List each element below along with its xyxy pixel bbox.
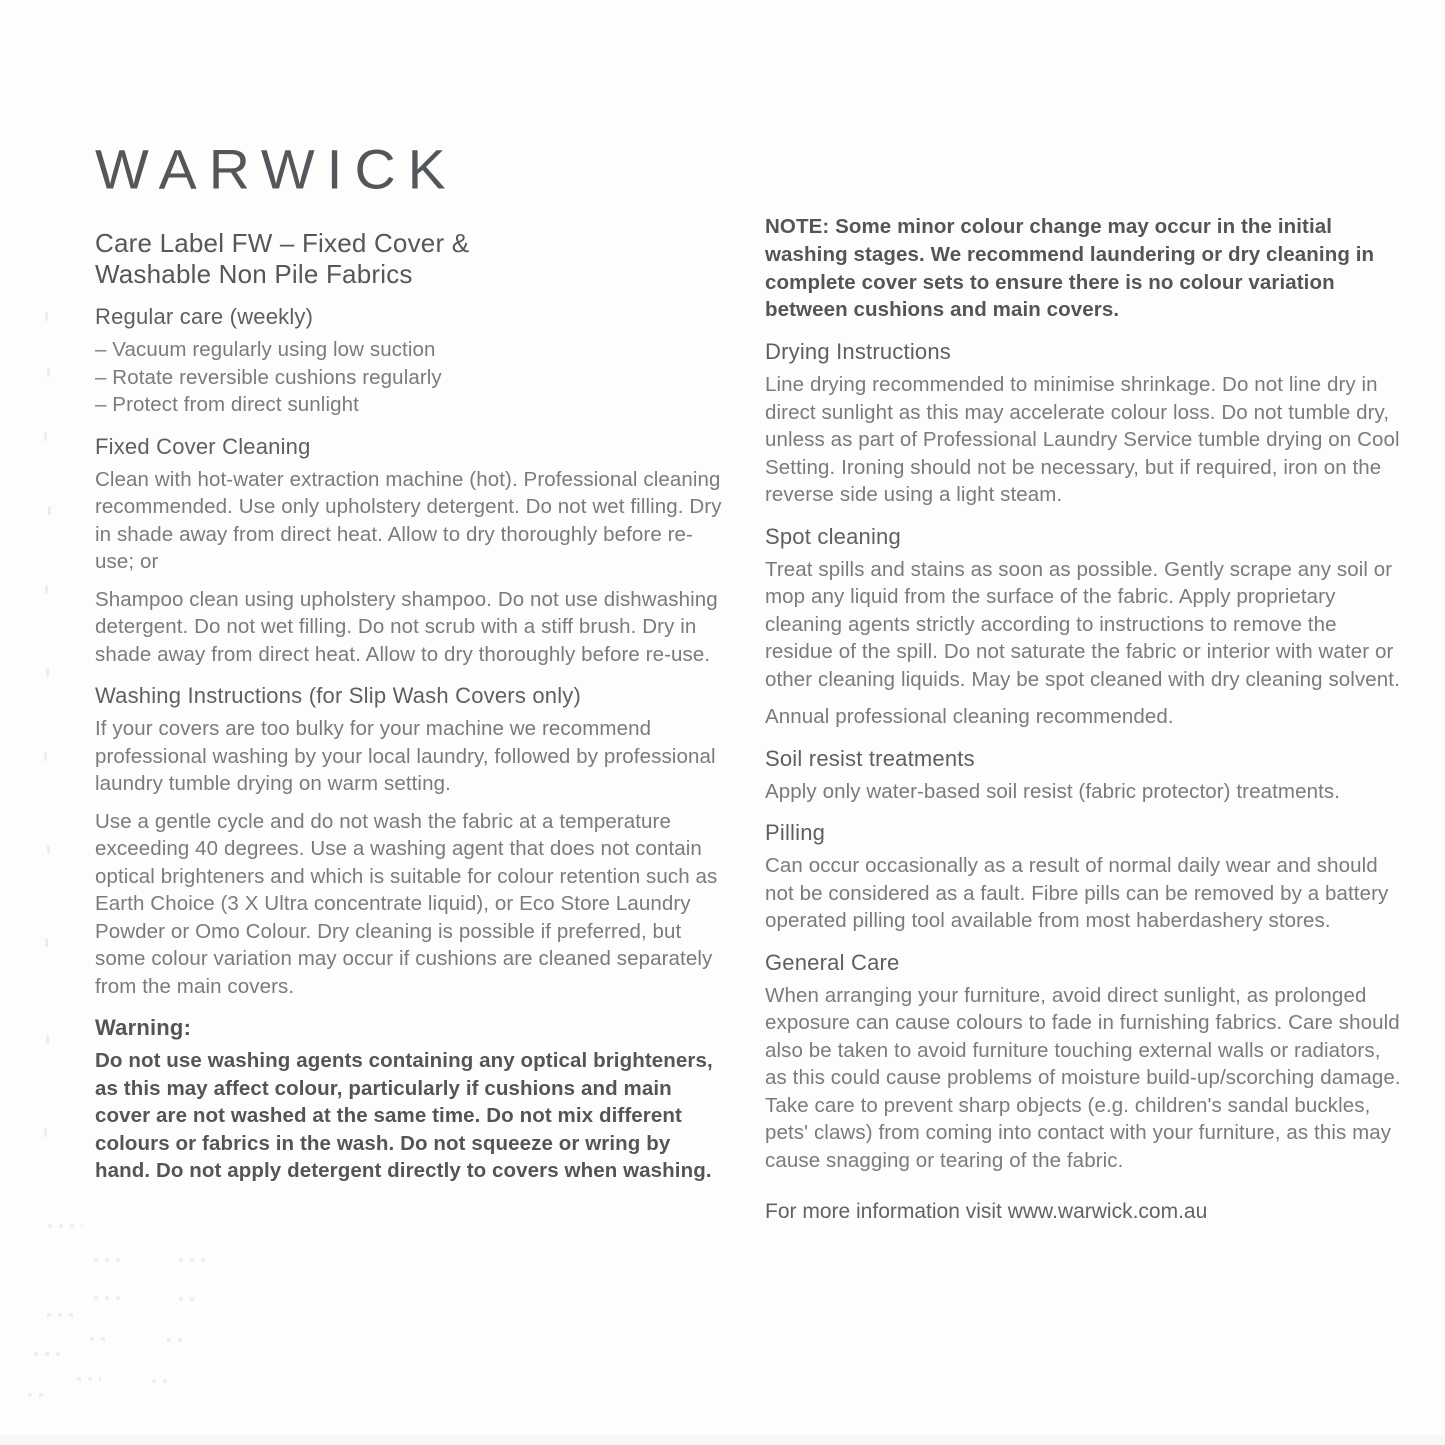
paragraph: Treat spills and stains as soon as possible. Gently scrape any soil or mop any liquid from the surface of the fabric. Apply proprietary cleaning agents strictly according to instructions to remove the residue of the spill. Do not saturate the fabric or interior with water or other cleaning liquids. May be spot cleaned with dry cleaning solvent. [765, 557, 1400, 691]
section-soil-resist-treatments [765, 746, 1405, 806]
section-spot-cleaning [765, 524, 1405, 731]
warwick-logo: WARWICK [95, 139, 458, 202]
page-title-line1: Care Label FW – Fixed Cover & [95, 228, 470, 258]
section-heading: Soil resist treatments [765, 745, 975, 771]
paragraph: Shampoo clean using upholstery shampoo. Do not use dishwashing detergent. Do not wet filling. Do not scrub with a stiff brush. Dry in shade away from direct heat. Allow to dry thoroughly before re-use. [95, 587, 718, 666]
list-item: – Rotate reversible cushions regularly [95, 365, 442, 389]
right-column [765, 0, 1405, 1225]
paragraph: Apply only water-based soil resist (fabric protector) treatments. [765, 779, 1341, 803]
section-pilling [765, 820, 1405, 935]
warning-paragraph: Do not use washing agents containing any optical brighteners, as this may affect colour, particularly if cushions and main cover are not washed at the same time. Do not mix different colours or fabrics in the wash. Do not squeeze or wring by hand. Do not apply detergent directly to covers when washing. [95, 1049, 713, 1182]
paragraph: Line drying recommended to minimise shrinkage. Do not line dry in direct sunlight as this may accelerate colour loss. Do not tumble dry, unless as part of Professional Laundry Service tumble drying on Cool Setting. Ironing should not be necessary, but if required, iron on the reverse side using a light steam. [765, 373, 1400, 507]
section-heading: Fixed Cover Cleaning [95, 433, 311, 459]
left-column [95, 0, 723, 1195]
section-heading: Pilling [765, 820, 826, 846]
note-paragraph: NOTE: Some minor colour change may occur in the initial washing stages. We recommend laundering or dry cleaning in complete cover sets to ensure there is no colour variation between cushions and main covers. [765, 215, 1375, 322]
section-heading: General Care [765, 949, 900, 975]
section-heading: Spot cleaning [765, 523, 901, 549]
section-regular-care [95, 304, 723, 419]
section-heading: Washing Instructions (for Slip Wash Covers only) [95, 683, 582, 708]
page-title-line2: Washable Non Pile Fabrics [95, 258, 413, 289]
section-heading: Warning: [95, 1015, 192, 1040]
paragraph: Can occur occasionally as a result of normal daily wear and should not be considered as a fault. Fibre pills can be removed by a battery operated pilling tool available from most haberdashery stores. [765, 854, 1389, 933]
section-heading: Drying Instructions [765, 339, 951, 365]
section-general-care [765, 950, 1405, 1175]
section-warning [95, 1015, 723, 1185]
paragraph: Annual professional cleaning recommended. [765, 705, 1174, 729]
footer-info-url: For more information visit www.warwick.com.au [765, 1200, 1208, 1224]
regular-care-list [95, 336, 723, 419]
page-title [95, 228, 723, 289]
section-heading: Regular care (weekly) [95, 304, 314, 329]
section-fixed-cover-cleaning [95, 434, 723, 669]
paragraph: Use a gentle cycle and do not wash the fabric at a temperature exceeding 40 degrees. Use a washing agent that does not contain optical brighteners and which is suitable for colour retention such as Earth Choice (3 X Ultra concentrate liquid), or Eco Store Laundry Powder or Omo Colour. Dry cleaning is possible if preferred, but some colour variation may occur if cushions are cleaned separately from the main covers. [95, 809, 718, 998]
section-drying-instructions [765, 339, 1405, 509]
paragraph: If your covers are too bulky for your machine we recommend professional washing by your local laundry, followed by professional laundry tumble drying on warm setting. [95, 717, 716, 795]
paragraph: When arranging your furniture, avoid direct sunlight, as prolonged exposure can cause colours to fade in furnishing fabrics. Care should also be taken to avoid furniture touching external walls or radiators, as this could cause problems of moisture build-up/scorching damage. Take care to prevent sharp objects (e.g. children's sandal buckles, pets' claws) from coming into contact with your furniture, as this may cause snagging or tearing of the fabric. [765, 983, 1401, 1172]
paragraph: Clean with hot-water extraction machine (hot). Professional cleaning recommended. Use only upholstery detergent. Do not wet filling. Dry in shade away from direct heat. Allow to dry thoroughly before re-use; or [95, 467, 722, 573]
section-washing-instructions [95, 683, 723, 1000]
list-item: – Protect from direct sunlight [95, 393, 359, 416]
list-item: – Vacuum regularly using low suction [95, 338, 436, 361]
